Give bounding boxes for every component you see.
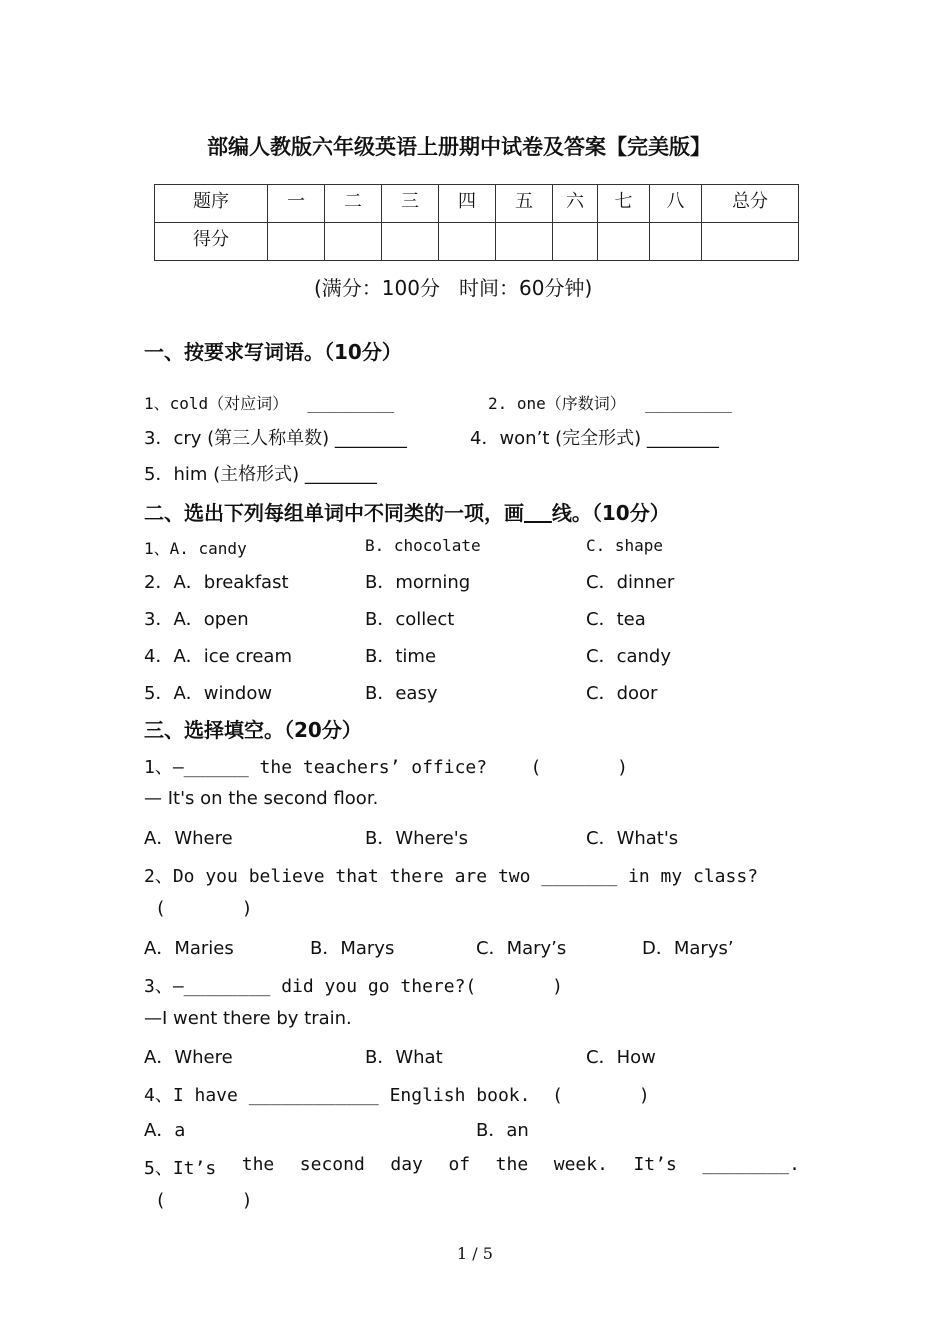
table-cell: 题序 (155, 185, 268, 223)
option-b: B．Where's (365, 828, 469, 849)
score-input-cell[interactable] (702, 223, 799, 261)
question-1-3: 3．cry (第三人称单数) ________ (144, 428, 407, 449)
heading-blank (524, 501, 552, 525)
option-a: A．Maries (144, 938, 234, 959)
option-a: 2．A．breakfast (144, 572, 289, 593)
stem-word: of (448, 1154, 471, 1175)
question-3-2-stem: 2、Do you believe that there are two _______ in my class? (144, 866, 759, 887)
stem-word: It’s (633, 1154, 677, 1175)
option-d: D．Marys’ (642, 938, 734, 959)
option-c: C．How (586, 1047, 656, 1068)
table-cell: 总分 (702, 185, 799, 223)
option-b: B．collect (365, 609, 455, 630)
stem-word: the (241, 1154, 275, 1175)
option-b: B．an (476, 1120, 529, 1141)
score-input-cell[interactable] (439, 223, 496, 261)
question-3-1-stem: 1、—______ the teachers’ office? ( ) (144, 757, 628, 778)
answer-paren: ( ) (155, 898, 253, 919)
option-a: A．Where (144, 1047, 233, 1068)
stem-word: day (390, 1154, 423, 1175)
stem-word: the (495, 1154, 529, 1175)
score-input-cell[interactable] (382, 223, 439, 261)
section-heading-2 (144, 497, 670, 526)
option-c: C．candy (586, 646, 671, 667)
question-1-5: 5．him (主格形式) ________ (144, 464, 377, 485)
score-table-header-row (155, 185, 799, 223)
option-b: B．morning (365, 572, 471, 593)
table-cell: 七 (598, 185, 650, 223)
question-3-3-reply: —I went there by train. (144, 1008, 352, 1029)
section-heading-3: 三、选择填空。（20分） (144, 718, 362, 742)
option-c: C．Mary’s (476, 938, 567, 959)
option-a: 5．A．window (144, 683, 273, 704)
score-input-cell[interactable] (598, 223, 650, 261)
score-input-cell[interactable] (325, 223, 382, 261)
heading-text: 线。（10分） (551, 501, 670, 525)
exam-info: (满分：100分 时间：60分钟) (314, 276, 593, 300)
section-heading-1: 一、按要求写词语。（10分） (144, 340, 402, 364)
heading-text: 二、选出下列每组单词中不同类的一项，画 (144, 501, 524, 525)
option-a: 1、A. candy (144, 539, 247, 558)
option-b: B．time (365, 646, 437, 667)
score-input-cell[interactable] (553, 223, 598, 261)
score-input-cell[interactable] (496, 223, 553, 261)
option-b: B．What (365, 1047, 443, 1068)
table-cell: 得分 (155, 223, 268, 261)
option-a: 4．A．ice cream (144, 646, 292, 667)
table-cell: 八 (650, 185, 702, 223)
question-1-2: 2. one（序数词） _________ (488, 394, 732, 413)
stem-word: week. (553, 1154, 608, 1175)
table-cell: 四 (439, 185, 496, 223)
option-a: 3．A．open (144, 609, 249, 630)
option-c: C. shape (586, 536, 664, 555)
score-input-cell[interactable] (268, 223, 325, 261)
score-table (154, 184, 799, 261)
stem-word: 5、It’s (144, 1158, 217, 1179)
question-3-5-stem (144, 1154, 800, 1180)
option-a: A．Where (144, 828, 233, 849)
option-c: C．door (586, 683, 658, 704)
table-cell: 六 (553, 185, 598, 223)
option-b: B．Marys (310, 938, 395, 959)
option-c: C．tea (586, 609, 646, 630)
option-a: A．a (144, 1120, 186, 1141)
question-1-1: 1、cold（对应词） _________ (144, 394, 395, 413)
question-1-4: 4．won’t (完全形式) ________ (470, 428, 719, 449)
option-c: C．What's (586, 828, 679, 849)
score-input-cell[interactable] (650, 223, 702, 261)
stem-word: second (299, 1154, 365, 1175)
answer-paren: ( ) (155, 1190, 253, 1211)
table-cell: 三 (382, 185, 439, 223)
page-title: 部编人教版六年级英语上册期中试卷及答案【完美版】 (207, 135, 711, 159)
option-c: C．dinner (586, 572, 675, 593)
question-3-1-reply: — It's on the second floor. (144, 788, 379, 809)
option-b: B．easy (365, 683, 438, 704)
table-cell: 五 (496, 185, 553, 223)
question-3-4-stem: 4、I have ____________ English book. ( ) (144, 1085, 650, 1106)
table-cell: 一 (268, 185, 325, 223)
question-3-3-stem: 3、—________ did you go there?( ) (144, 976, 563, 997)
stem-word: ________. (702, 1154, 800, 1175)
table-cell: 二 (325, 185, 382, 223)
option-b: B. chocolate (365, 536, 481, 555)
score-table-score-row (155, 223, 799, 261)
page-footer: 1 / 5 (457, 1244, 493, 1263)
